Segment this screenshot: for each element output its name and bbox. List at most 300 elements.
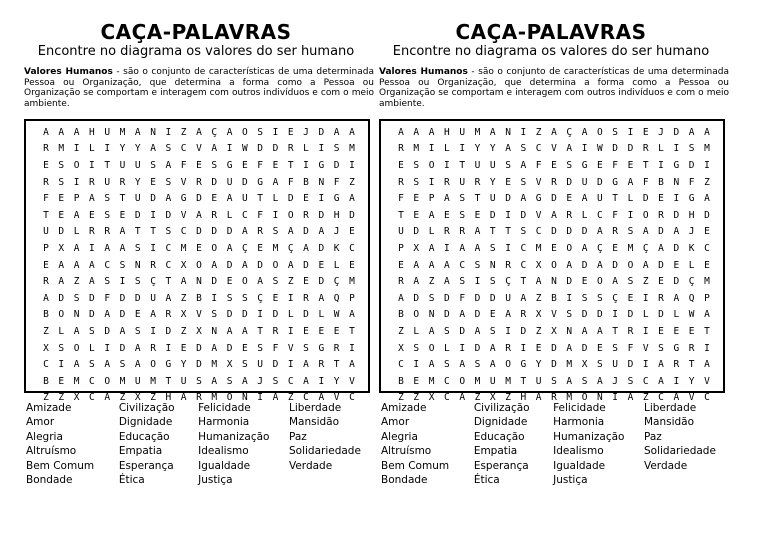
grid-letter[interactable]: S <box>241 359 248 371</box>
grid-letter[interactable]: K <box>333 242 340 254</box>
grid-letter[interactable]: D <box>551 342 557 354</box>
grid-letter[interactable]: D <box>474 309 481 321</box>
grid-letter[interactable]: R <box>104 226 111 238</box>
grid-letter[interactable]: M <box>474 375 481 387</box>
grid-letter[interactable]: A <box>104 309 111 321</box>
grid-letter[interactable]: H <box>333 209 340 221</box>
grid-letter[interactable]: A <box>535 392 542 404</box>
grid-letter[interactable]: A <box>428 259 435 271</box>
grid-letter[interactable]: A <box>180 276 187 288</box>
grid-letter[interactable]: X <box>535 259 542 271</box>
grid-letter[interactable]: A <box>272 392 279 404</box>
grid-letter[interactable]: E <box>58 193 65 205</box>
grid-letter[interactable]: I <box>642 359 649 371</box>
grid-letter[interactable]: A <box>444 259 450 271</box>
grid-letter[interactable]: T <box>612 193 619 205</box>
grid-letter[interactable]: E <box>658 193 664 205</box>
grid-letter[interactable]: D <box>627 309 634 321</box>
grid-letter[interactable]: O <box>287 209 294 221</box>
grid-letter[interactable]: S <box>89 359 95 371</box>
grid-letter[interactable]: C <box>520 242 527 254</box>
grid-letter[interactable]: A <box>58 126 65 138</box>
grid-letter[interactable]: T <box>349 325 355 337</box>
grid-letter[interactable]: D <box>551 226 557 238</box>
grid-letter[interactable]: I <box>89 242 95 254</box>
grid-letter[interactable]: A <box>596 375 603 387</box>
grid-letter[interactable]: A <box>89 259 95 271</box>
grid-letter[interactable]: O <box>428 342 435 354</box>
grid-letter[interactable]: R <box>398 143 404 155</box>
grid-letter[interactable]: U <box>581 176 588 188</box>
grid-letter[interactable]: I <box>150 242 156 254</box>
grid-letter[interactable]: I <box>150 209 156 221</box>
grid-letter[interactable]: A <box>196 126 202 138</box>
grid-letter[interactable]: R <box>688 342 695 354</box>
grid-letter[interactable]: B <box>658 176 664 188</box>
grid-letter[interactable]: A <box>349 309 355 321</box>
grid-letter[interactable]: D <box>566 176 573 188</box>
grid-letter[interactable]: A <box>658 242 664 254</box>
grid-letter[interactable]: A <box>134 126 141 138</box>
grid-letter[interactable]: L <box>73 226 80 238</box>
grid-letter[interactable]: E <box>642 126 649 138</box>
grid-letter[interactable]: Z <box>704 176 710 188</box>
grid-letter[interactable]: M <box>211 359 218 371</box>
grid-letter[interactable]: X <box>196 325 202 337</box>
grid-letter[interactable]: A <box>241 375 248 387</box>
grid-letter[interactable]: E <box>119 209 126 221</box>
grid-letter[interactable]: Q <box>333 292 340 304</box>
grid-letter[interactable]: S <box>272 226 279 238</box>
grid-letter[interactable]: R <box>627 325 634 337</box>
grid-letter[interactable]: F <box>642 176 649 188</box>
grid-letter[interactable]: Ç <box>241 242 248 254</box>
grid-letter[interactable]: C <box>658 392 664 404</box>
grid-letter[interactable]: E <box>241 342 248 354</box>
grid-letter[interactable]: U <box>612 359 619 371</box>
grid-letter[interactable]: A <box>673 392 680 404</box>
grid-letter[interactable]: T <box>257 325 264 337</box>
grid-letter[interactable]: A <box>566 375 573 387</box>
grid-letter[interactable]: D <box>272 309 279 321</box>
grid-letter[interactable]: F <box>535 159 542 171</box>
grid-letter[interactable]: A <box>413 126 420 138</box>
grid-letter[interactable]: S <box>58 342 65 354</box>
grid-letter[interactable]: S <box>211 309 218 321</box>
grid-letter[interactable]: D <box>287 193 294 205</box>
grid-letter[interactable]: R <box>505 342 511 354</box>
grid-letter[interactable]: R <box>658 292 664 304</box>
grid-letter[interactable]: G <box>520 359 527 371</box>
grid-letter[interactable]: A <box>134 342 141 354</box>
grid-letter[interactable]: L <box>428 226 435 238</box>
grid-letter[interactable]: A <box>180 392 187 404</box>
grid-letter[interactable]: D <box>318 242 325 254</box>
grid-letter[interactable]: A <box>165 193 172 205</box>
grid-letter[interactable]: E <box>551 242 557 254</box>
grid-letter[interactable]: L <box>333 259 340 271</box>
grid-letter[interactable]: F <box>257 159 264 171</box>
grid-letter[interactable]: N <box>505 126 511 138</box>
grid-letter[interactable]: E <box>196 159 202 171</box>
grid-letter[interactable]: A <box>349 359 355 371</box>
grid-letter[interactable]: I <box>272 209 279 221</box>
grid-letter[interactable]: Y <box>134 143 141 155</box>
grid-letter[interactable]: A <box>428 209 435 221</box>
grid-letter[interactable]: I <box>627 126 634 138</box>
grid-letter[interactable]: P <box>428 193 435 205</box>
grid-letter[interactable]: S <box>165 176 172 188</box>
grid-letter[interactable]: I <box>257 392 264 404</box>
grid-letter[interactable]: I <box>226 143 233 155</box>
grid-letter[interactable]: S <box>333 143 340 155</box>
grid-letter[interactable]: I <box>444 242 450 254</box>
grid-letter[interactable]: U <box>180 375 187 387</box>
grid-letter[interactable]: L <box>89 143 95 155</box>
grid-letter[interactable]: R <box>444 226 450 238</box>
grid-letter[interactable]: I <box>104 143 111 155</box>
grid-letter[interactable]: R <box>673 359 680 371</box>
grid-letter[interactable]: O <box>413 309 420 321</box>
grid-letter[interactable]: T <box>119 193 126 205</box>
grid-letter[interactable]: E <box>658 325 664 337</box>
grid-letter[interactable]: D <box>444 309 450 321</box>
grid-letter[interactable]: Z <box>43 325 49 337</box>
grid-letter[interactable]: D <box>318 126 325 138</box>
grid-letter[interactable]: D <box>673 276 680 288</box>
grid-letter[interactable]: Y <box>333 375 340 387</box>
grid-letter[interactable]: A <box>413 276 420 288</box>
grid-letter[interactable]: M <box>211 392 218 404</box>
grid-letter[interactable]: G <box>318 342 325 354</box>
grid-letter[interactable]: E <box>398 159 404 171</box>
grid-letter[interactable]: J <box>688 226 695 238</box>
grid-letter[interactable]: U <box>119 159 126 171</box>
grid-letter[interactable]: M <box>627 242 634 254</box>
grid-letter[interactable]: I <box>211 292 218 304</box>
grid-letter[interactable]: R <box>303 292 309 304</box>
grid-letter[interactable]: U <box>150 292 156 304</box>
grid-letter[interactable]: A <box>596 325 603 337</box>
grid-letter[interactable]: E <box>196 242 202 254</box>
grid-letter[interactable]: S <box>612 126 619 138</box>
grid-letter[interactable]: L <box>287 309 294 321</box>
grid-letter[interactable]: E <box>704 226 710 238</box>
grid-letter[interactable]: N <box>134 259 141 271</box>
grid-letter[interactable]: T <box>474 193 481 205</box>
grid-letter[interactable]: A <box>596 259 603 271</box>
grid-letter[interactable]: C <box>535 226 542 238</box>
grid-letter[interactable]: F <box>43 193 49 205</box>
grid-letter[interactable]: N <box>489 259 496 271</box>
grid-letter[interactable]: M <box>566 392 573 404</box>
grid-letter[interactable]: B <box>196 292 202 304</box>
grid-letter[interactable]: E <box>241 159 248 171</box>
grid-letter[interactable]: V <box>349 375 355 387</box>
grid-letter[interactable]: I <box>520 342 527 354</box>
grid-letter[interactable]: S <box>134 276 141 288</box>
grid-letter[interactable]: S <box>658 342 664 354</box>
grid-letter[interactable]: A <box>520 292 527 304</box>
grid-letter[interactable]: D <box>642 193 649 205</box>
grid-letter[interactable]: L <box>58 325 65 337</box>
grid-letter[interactable]: R <box>505 259 511 271</box>
grid-letter[interactable]: D <box>318 209 325 221</box>
grid-letter[interactable]: C <box>520 259 527 271</box>
grid-letter[interactable]: F <box>688 176 695 188</box>
grid-letter[interactable]: L <box>444 342 450 354</box>
grid-letter[interactable]: A <box>241 259 248 271</box>
grid-letter[interactable]: J <box>333 226 340 238</box>
grid-letter[interactable]: C <box>165 242 172 254</box>
grid-letter[interactable]: A <box>428 359 435 371</box>
grid-letter[interactable]: W <box>241 143 248 155</box>
grid-letter[interactable]: U <box>535 375 542 387</box>
grid-letter[interactable]: E <box>566 193 573 205</box>
grid-letter[interactable]: M <box>349 276 355 288</box>
grid-letter[interactable]: V <box>535 209 542 221</box>
grid-letter[interactable]: C <box>349 242 355 254</box>
grid-letter[interactable]: I <box>505 325 511 337</box>
grid-letter[interactable]: D <box>211 226 218 238</box>
grid-letter[interactable]: Z <box>398 392 404 404</box>
grid-letter[interactable]: Z <box>642 392 649 404</box>
grid-letter[interactable]: A <box>535 276 542 288</box>
grid-letter[interactable]: Z <box>180 292 187 304</box>
grid-letter[interactable]: E <box>303 193 309 205</box>
grid-letter[interactable]: R <box>43 276 49 288</box>
grid-letter[interactable]: D <box>165 209 172 221</box>
grid-letter[interactable]: R <box>566 209 573 221</box>
grid-letter[interactable]: A <box>658 375 664 387</box>
grid-letter[interactable]: R <box>459 226 466 238</box>
grid-letter[interactable]: E <box>398 259 404 271</box>
grid-letter[interactable]: D <box>241 309 248 321</box>
grid-letter[interactable]: Ç <box>150 276 156 288</box>
grid-letter[interactable]: E <box>413 375 420 387</box>
grid-letter[interactable]: D <box>658 309 664 321</box>
grid-letter[interactable]: I <box>474 276 481 288</box>
grid-letter[interactable]: I <box>58 359 65 371</box>
grid-letter[interactable]: O <box>196 259 202 271</box>
grid-letter[interactable]: S <box>257 342 264 354</box>
grid-letter[interactable]: D <box>581 309 588 321</box>
grid-letter[interactable]: V <box>196 309 202 321</box>
grid-letter[interactable]: R <box>333 342 340 354</box>
grid-letter[interactable]: I <box>349 342 355 354</box>
grid-letter[interactable]: S <box>196 375 202 387</box>
grid-letter[interactable]: O <box>566 242 573 254</box>
grid-letter[interactable]: G <box>612 176 619 188</box>
grid-letter[interactable]: I <box>150 325 156 337</box>
grid-letter[interactable]: U <box>257 359 264 371</box>
grid-letter[interactable]: Z <box>535 325 542 337</box>
grid-letter[interactable]: A <box>673 226 680 238</box>
grid-letter[interactable]: E <box>444 209 450 221</box>
grid-letter[interactable]: A <box>520 193 527 205</box>
grid-letter[interactable]: A <box>489 126 496 138</box>
grid-letter[interactable]: I <box>642 292 649 304</box>
grid-letter[interactable]: B <box>303 176 309 188</box>
grid-letter[interactable]: A <box>165 292 172 304</box>
grid-letter[interactable]: Z <box>413 392 420 404</box>
grid-letter[interactable]: F <box>459 292 466 304</box>
grid-letter[interactable]: A <box>150 143 156 155</box>
grid-letter[interactable]: F <box>180 159 187 171</box>
grid-letter[interactable]: I <box>349 159 355 171</box>
grid-letter[interactable]: T <box>333 359 340 371</box>
grid-letter[interactable]: S <box>520 226 527 238</box>
grid-letter[interactable]: X <box>180 259 187 271</box>
grid-letter[interactable]: L <box>581 209 588 221</box>
grid-letter[interactable]: D <box>612 259 619 271</box>
grid-letter[interactable]: M <box>119 126 126 138</box>
grid-letter[interactable]: D <box>211 176 218 188</box>
grid-letter[interactable]: A <box>104 359 111 371</box>
grid-letter[interactable]: S <box>134 325 141 337</box>
grid-letter[interactable]: R <box>520 309 527 321</box>
grid-letter[interactable]: M <box>413 143 420 155</box>
grid-letter[interactable]: A <box>566 342 573 354</box>
grid-letter[interactable]: I <box>73 143 80 155</box>
grid-letter[interactable]: H <box>444 126 450 138</box>
grid-letter[interactable]: T <box>398 209 404 221</box>
grid-letter[interactable]: C <box>241 209 248 221</box>
grid-letter[interactable]: R <box>474 176 481 188</box>
grid-letter[interactable]: I <box>505 242 511 254</box>
grid-letter[interactable]: E <box>150 176 156 188</box>
grid-letter[interactable]: A <box>226 242 233 254</box>
grid-letter[interactable]: D <box>58 292 65 304</box>
grid-letter[interactable]: Z <box>180 126 187 138</box>
grid-letter[interactable]: T <box>520 375 527 387</box>
grid-letter[interactable]: I <box>165 342 172 354</box>
grid-letter[interactable]: F <box>287 176 294 188</box>
grid-letter[interactable]: A <box>444 276 450 288</box>
grid-letter[interactable]: Z <box>349 176 355 188</box>
grid-letter[interactable]: S <box>474 259 481 271</box>
grid-letter[interactable]: O <box>505 359 511 371</box>
grid-letter[interactable]: E <box>413 209 420 221</box>
grid-letter[interactable]: A <box>241 325 248 337</box>
grid-letter[interactable]: U <box>104 126 111 138</box>
grid-letter[interactable]: E <box>272 292 279 304</box>
grid-letter[interactable]: E <box>688 325 695 337</box>
grid-letter[interactable]: M <box>535 242 542 254</box>
grid-letter[interactable]: C <box>535 143 542 155</box>
grid-letter[interactable]: X <box>581 359 588 371</box>
grid-letter[interactable]: X <box>413 242 420 254</box>
grid-letter[interactable]: A <box>413 259 420 271</box>
grid-letter[interactable]: Y <box>134 176 141 188</box>
grid-letter[interactable]: Z <box>428 276 435 288</box>
grid-letter[interactable]: C <box>642 375 649 387</box>
grid-letter[interactable]: M <box>474 126 481 138</box>
grid-letter[interactable]: E <box>43 159 49 171</box>
grid-letter[interactable]: S <box>257 126 264 138</box>
grid-letter[interactable]: B <box>43 309 49 321</box>
grid-letter[interactable]: H <box>520 392 527 404</box>
grid-letter[interactable]: P <box>398 242 404 254</box>
grid-letter[interactable]: H <box>165 392 172 404</box>
grid-letter[interactable]: O <box>596 276 603 288</box>
grid-letter[interactable]: O <box>627 259 634 271</box>
grid-letter[interactable]: A <box>581 126 588 138</box>
grid-letter[interactable]: D <box>226 342 233 354</box>
grid-letter[interactable]: H <box>89 126 95 138</box>
grid-letter[interactable]: C <box>165 259 172 271</box>
grid-letter[interactable]: A <box>226 126 233 138</box>
grid-letter[interactable]: A <box>642 259 649 271</box>
grid-letter[interactable]: A <box>474 242 481 254</box>
grid-letter[interactable]: N <box>428 309 435 321</box>
grid-letter[interactable]: A <box>43 292 49 304</box>
grid-letter[interactable]: Ç <box>287 242 294 254</box>
grid-letter[interactable]: A <box>119 226 126 238</box>
grid-letter[interactable]: M <box>119 375 126 387</box>
grid-letter[interactable]: A <box>489 359 496 371</box>
grid-letter[interactable]: S <box>150 159 156 171</box>
grid-letter[interactable]: U <box>104 176 111 188</box>
grid-letter[interactable]: A <box>119 325 126 337</box>
grid-letter[interactable]: E <box>413 193 420 205</box>
grid-letter[interactable]: I <box>165 126 172 138</box>
grid-letter[interactable]: Ç <box>612 292 619 304</box>
grid-letter[interactable]: U <box>489 193 496 205</box>
grid-letter[interactable]: E <box>596 342 603 354</box>
grid-letter[interactable]: A <box>627 392 634 404</box>
grid-letter[interactable]: D <box>196 193 202 205</box>
grid-letter[interactable]: D <box>119 309 126 321</box>
grid-letter[interactable]: R <box>642 143 649 155</box>
grid-letter[interactable]: S <box>489 276 496 288</box>
grid-letter[interactable]: S <box>134 242 141 254</box>
grid-letter[interactable]: Y <box>688 375 695 387</box>
grid-letter[interactable]: Z <box>43 392 49 404</box>
grid-letter[interactable]: N <box>596 392 603 404</box>
grid-letter[interactable]: D <box>551 193 557 205</box>
grid-letter[interactable]: A <box>566 143 573 155</box>
grid-letter[interactable]: V <box>287 342 294 354</box>
grid-letter[interactable]: C <box>287 375 294 387</box>
grid-letter[interactable]: E <box>658 276 664 288</box>
grid-letter[interactable]: T <box>165 375 172 387</box>
grid-letter[interactable]: A <box>211 342 218 354</box>
grid-letter[interactable]: L <box>642 309 649 321</box>
grid-letter[interactable]: A <box>58 276 65 288</box>
grid-letter[interactable]: G <box>165 359 172 371</box>
grid-letter[interactable]: I <box>612 309 619 321</box>
grid-letter[interactable]: A <box>349 126 355 138</box>
grid-letter[interactable]: L <box>89 342 95 354</box>
grid-letter[interactable]: O <box>211 242 218 254</box>
grid-letter[interactable]: S <box>444 359 450 371</box>
grid-letter[interactable]: A <box>612 276 619 288</box>
grid-letter[interactable]: E <box>535 342 542 354</box>
grid-letter[interactable]: A <box>688 126 695 138</box>
grid-letter[interactable]: T <box>459 159 466 171</box>
grid-letter[interactable]: Y <box>119 143 126 155</box>
grid-letter[interactable]: A <box>566 259 573 271</box>
grid-letter[interactable]: I <box>89 159 95 171</box>
grid-letter[interactable]: A <box>474 226 481 238</box>
grid-letter[interactable]: I <box>704 342 710 354</box>
grid-letter[interactable]: F <box>398 193 404 205</box>
grid-letter[interactable]: M <box>180 242 187 254</box>
grid-letter[interactable]: A <box>658 359 664 371</box>
grid-letter[interactable]: C <box>180 143 187 155</box>
grid-letter[interactable]: D <box>58 226 65 238</box>
